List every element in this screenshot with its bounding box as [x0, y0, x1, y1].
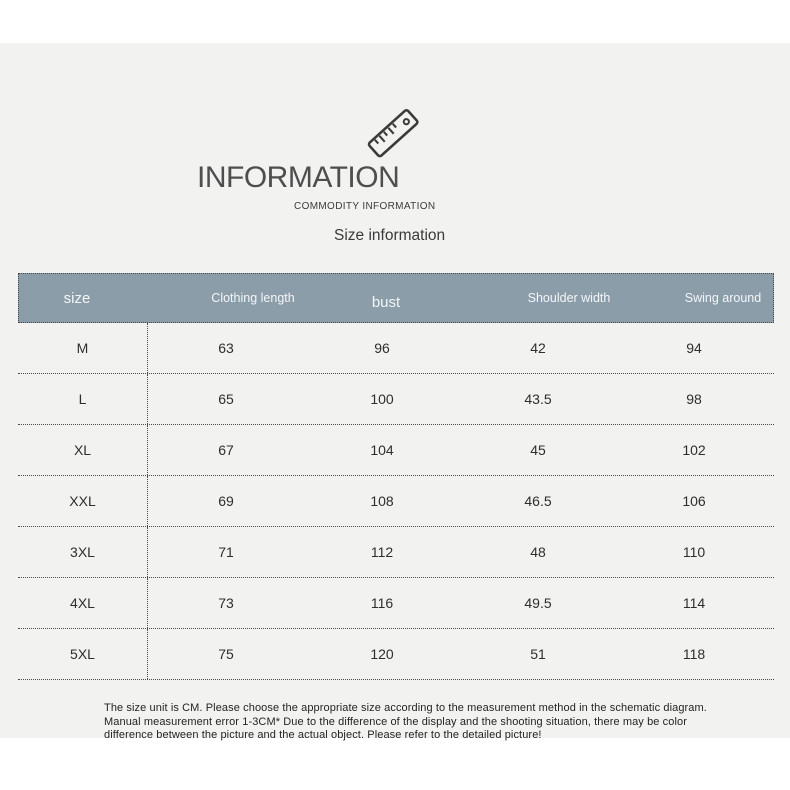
footer-note [104, 702, 707, 743]
clothing-length-cell: 63 [218, 340, 234, 356]
shoulder-width-cell: 45 [530, 442, 546, 458]
table-body [18, 323, 774, 680]
footer-line: Manual measurement error 1-3CM* Due to the difference of the display and the shooting situation, there may be color [104, 715, 687, 728]
size-cell: M [18, 323, 148, 373]
swing-around-cell: 110 [682, 544, 706, 560]
table-row [18, 578, 774, 629]
swing-around-cell: 98 [686, 391, 702, 407]
clothing-length-cell: 75 [218, 646, 234, 662]
clothing-length-cell: 67 [218, 442, 234, 458]
footer-line: The size unit is CM. Please choose the appropriate size according to the measurement method in the schematic diagram. [104, 702, 707, 714]
header-cell-shoulder-width: Shoulder width [527, 291, 611, 305]
table-header-row [18, 273, 774, 323]
swing-around-cell: 114 [682, 595, 706, 611]
table-row [18, 374, 774, 425]
page-title: INFORMATION [197, 161, 400, 194]
footer-line: difference between the picture and the actual object. Please refer to the detailed picture! [104, 729, 542, 741]
header-cell-clothing-length: Clothing length [211, 291, 295, 305]
size-cell: XXL [18, 476, 148, 526]
bust-cell: 112 [370, 544, 394, 560]
table-row [18, 323, 774, 374]
table-row [18, 476, 774, 527]
section-title: Size information [334, 227, 446, 244]
shoulder-width-cell: 46.5 [524, 493, 552, 509]
ruler-icon [360, 100, 426, 166]
size-table [18, 273, 774, 680]
bust-cell: 108 [370, 493, 394, 509]
clothing-length-cell: 73 [218, 595, 234, 611]
swing-around-cell: 94 [686, 340, 702, 356]
swing-around-cell: 102 [682, 442, 706, 458]
bust-cell: 100 [370, 391, 394, 407]
table-row [18, 527, 774, 578]
swing-around-cell: 106 [682, 493, 706, 509]
size-cell: 5XL [18, 629, 148, 679]
header-cell-size: size [63, 289, 91, 307]
bust-cell: 96 [374, 340, 390, 356]
shoulder-width-cell: 42 [530, 340, 546, 356]
shoulder-width-cell: 49.5 [524, 595, 552, 611]
bust-cell: 116 [370, 595, 394, 611]
page-subtitle: COMMODITY INFORMATION [294, 201, 436, 212]
bust-cell: 120 [370, 646, 394, 662]
shoulder-width-cell: 43.5 [524, 391, 552, 407]
swing-around-cell: 118 [682, 646, 706, 662]
shoulder-width-cell: 51 [530, 646, 546, 662]
header-cell-swing-around: Swing around [684, 291, 762, 305]
table-row [18, 629, 774, 680]
header-cell-bust: bust [371, 293, 401, 311]
shoulder-width-cell: 48 [530, 544, 546, 560]
size-cell: 3XL [18, 527, 148, 577]
size-cell: XL [18, 425, 148, 475]
bust-cell: 104 [370, 442, 394, 458]
size-cell: 4XL [18, 578, 148, 628]
clothing-length-cell: 71 [218, 544, 234, 560]
size-cell: L [18, 374, 148, 424]
table-row [18, 425, 774, 476]
clothing-length-cell: 65 [218, 391, 234, 407]
content-panel [0, 43, 790, 741]
clothing-length-cell: 69 [218, 493, 234, 509]
